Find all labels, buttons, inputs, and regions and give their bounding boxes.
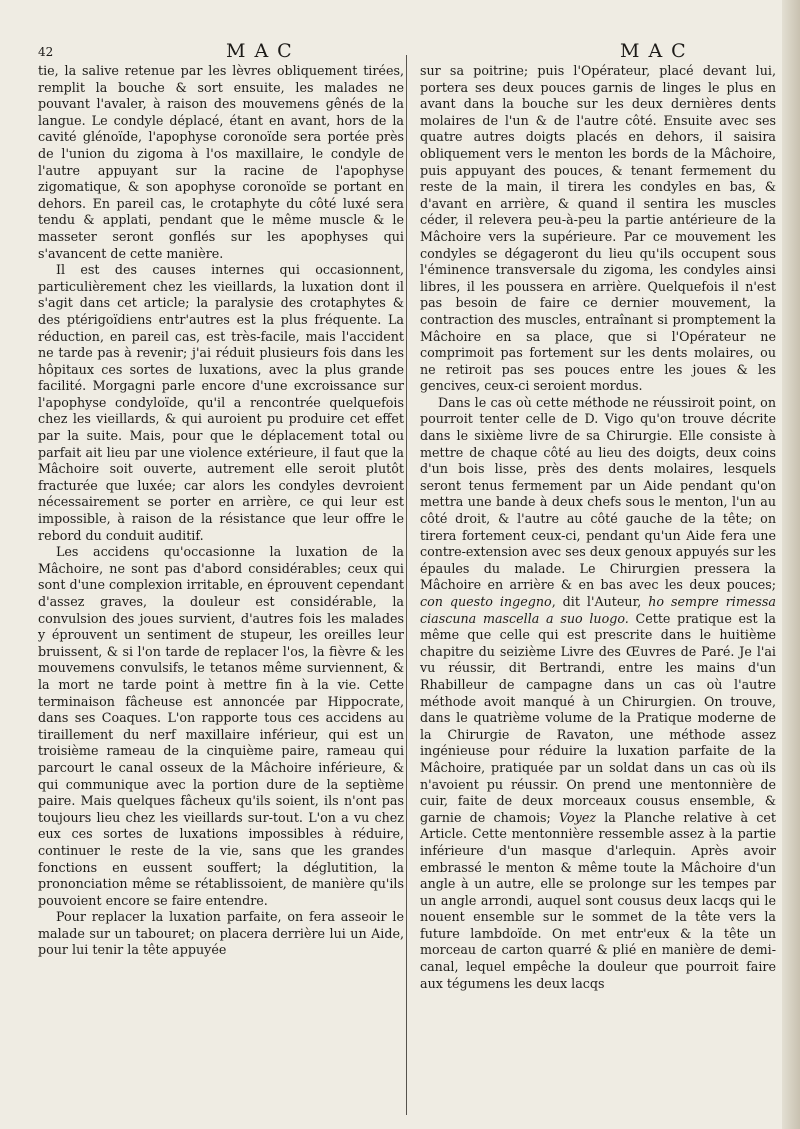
right-running-head: MAC [620,40,695,62]
paragraph: Il est des causes internes qui occasionnent, particulièrement chez les vieillards, la luxation dont il s'agit dans cet article; la paralysie des crotaphytes & des ptérigoïdiens entr'autres est la plus fréquente. La réduction, en pareil cas, est très-facile, mais l'accident ne tarde pas à revenir; j'ai réduit plusieurs fois dans les hôpitaux ces sortes de luxations, avec la plus grande facilité. Morgagni parle encore d'une excroissance sur l'apophyse condyloïde, qu'il a rencontrée quelquefois chez les vieillards, & qui auroient pu produire cet effet par la suite. Mais, pour que le déplacement total ou parfait ait lieu par une violence extérieure, il faut que la Mâchoire soit ouverte, autrement elle seroit plutôt fracturée que luxée; car alors les condyles devroient nécessairement se porter en arrière, ce qui leur est impossible, à raison de la résistance que leur offre le rebord du conduit auditif. [38,262,404,543]
paragraph [420,395,776,992]
paragraph: sur sa poitrine; puis l'Opérateur, placé devant lui, portera ses deux pouces garnis de linges le plus en avant dans la bouche sur les deux dernières dents molaires de l'un & de l'autre côté. Ensuite avec ses quatre autres doigts placés en dehors, il saisira obliquement vers le menton les bords de la Mâchoire, puis appuyant des pouces, & tenant fermement du reste de la main, il tirera les condyles en bas, & d'avant en arrière, & quand il sentira les muscles céder, il relevera peu-à-peu la partie antérieure de la Mâchoire vers la supérieure. Par ce mouvement les condyles se dégageront du lieu qu'ils occupent sous l'éminence transversale du zigoma, les condyles ainsi libres, il les poussera en arrière. Quelquefois il n'est pas besoin de faire ce dernier mouvement, la contraction des muscles, entraînant si promptement la Mâchoire en sa place, que si l'Opérateur ne comprimoit pas fortement sur les dents molaires, ou ne retiroit pas ses pouces entre les joues & les gencives, ceux-ci seroient mordus. [420,63,776,394]
column-divider [406,55,407,1115]
left-running-head: MAC [226,40,301,62]
text-run: , dit l'Auteur, [551,594,642,609]
left-column [38,63,404,959]
right-column [420,63,776,992]
paragraph: tie, la salive retenue par les lèvres obliquement tirées, remplit la bouche & sort ensuite, les malades ne pouvant l'avaler, à raison des mouvemens gênés de la langue. Le condyle déplacé, étant en avant, hors de la cavité glénoïde, l'apophyse coronoïde sera portée près de l'union du zigoma à l'os maxillaire, le condyle de l'autre appuyant sur la racine de l'apophyse zigomatique, & son apophyse coronoïde se portant en dehors. En pareil cas, le crotaphyte du côté luxé sera tendu & applati, pendant que le même muscle & le masseter seront gonflés sur les apophyses qui s'avancent de cette manière. [38,63,404,261]
text-run: la Planche relative à cet Article. Cette mentonnière ressemble assez à la partie inférieure d'un masque d'arlequin. Après avoir embrassé le menton & même toute la Mâchoire d'un angle à un autre, elle se prolonge sur les tempes par un angle arrondi, auquel sont cousus deux lacqs qui le nouent ensemble sur le sommet de la tête vers la future lambdoïde. On met entr'eux & la tête un morceau de carton quarré & plié en manière de demi-canal, lequel empêche la douleur que pourroit faire aux tégumens les deux lacqs [420,809,776,991]
paragraph: Les accidens qu'occasionne la luxation de la Mâchoire, ne sont pas d'abord considérables; ceux qui sont d'une complexion irritable, en éprouvent cependant d'assez graves, la douleur est considérable, la convulsion des joues survient, d'autres fois les malades y éprouvent un sentiment de stupeur, les oreilles leur bruissent, & si l'on tarde de replacer l'os, la fièvre & les mouvemens convulsifs, le tetanos même surviennent, & la mort ne tarde point à mettre fin à la vie. Cette terminaison fâcheuse est annoncée par Hippocrate, dans ses Coaques. L'on rapporte tous ces accidens au tiraillement du nerf maxillaire inférieur, qui est un troisième rameau de la cinquième paire, rameau qui parcourt le canal osseux de la Mâchoire inférieure, & qui communique avec la portion dure de la septième paire. Mais quelques fâcheux qu'ils soient, ils n'ont pas toujours lieu chez les vieillards sur-tout. L'on a vu chez eux ces sortes de luxations impossibles à réduire, continuer le reste de la vie, sans que les grandes fonctions en eussent souffert; la déglutition, la prononciation même se rétablissoient, de manière qu'ils pouvoient encore se faire entendre. [38,544,404,908]
italian-quote: con questo ingegno [420,594,552,609]
italian-quote: ho sempre rimessa ciascuna mascella a suo luogo. [420,594,776,626]
page-edge [782,0,800,1129]
page-number: 42 [38,45,54,59]
cross-reference: Voyez [559,809,597,825]
paragraph: Pour replacer la luxation parfaite, on fera asseoir le malade sur un tabouret; on placera derrière lui un Aide, pour lui tenir la tête appuyée [38,909,404,958]
text-run: Cette pratique est la même que celle qui est prescrite dans le huitième chapitre du seizième Livre des Œuvres de Paré. Je l'ai vu réussir, dit Bertrandi, entre les mains d'un Rhabilleur de campagne dans un cas où l'autre méthode avoit manqué à un Chirurgien. On trouve, dans le quatrième volume de la Pratique moderne de la Chirurgie de Ravaton, une méthode assez ingénieuse pour réduire la luxation parfaite de la Mâchoire, pratiquée par un soldat dans un cas où ils n'avoient pu réussir. On prend une mentonnière de cuir, faite de deux morceaux cousus ensemble, & garnie de chamois; [420,610,776,825]
text-run: Dans le cas où cette méthode ne réussiroit point, on pourroit tenter celle de D. Vigo qu'on trouve décrite dans le sixième livre de sa Chirurgie. Elle consiste à mettre de chaque côté au lieu des doigts, deux coins d'un bois lisse, près des dents molaires, lesquels seront tenus fermement par un Aide pendant qu'on mettra une bande à deux chefs sous le menton, l'un au côté droit, & l'autre au côté gauche de la tête; on tirera fortement ceux-ci, pendant qu'un Aide fera une contre-extension avec ses deux genoux appuyés sur les épaules du malade. Le Chirurgien pressera la Mâchoire en arrière & en bas avec les deux pouces; [420,394,776,593]
